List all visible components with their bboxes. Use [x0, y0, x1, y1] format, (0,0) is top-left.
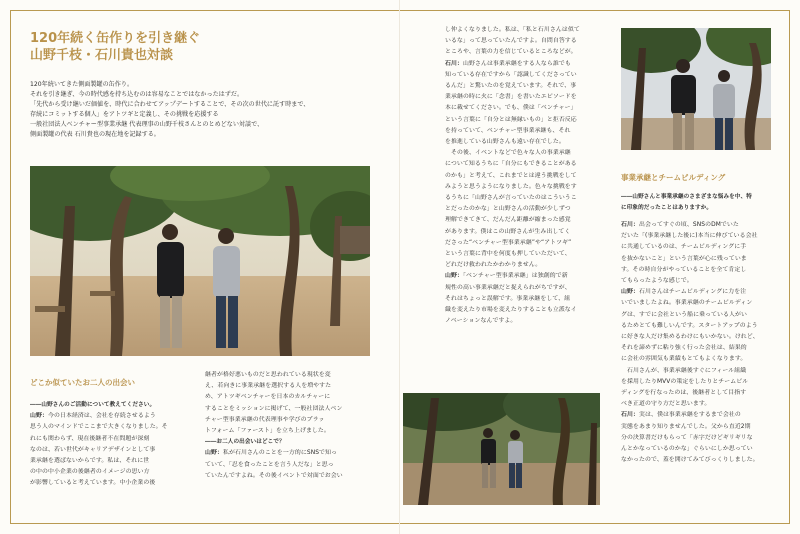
body-line: 理解できてきて、だんだん距離が縮まった感覚 — [445, 217, 571, 224]
speaker-text: 山野さんは事業承継をする人なら誰でも — [462, 60, 571, 67]
main-photo — [30, 166, 370, 356]
body-line: という言葉に「自分とは無縁いもの」と拒否反応 — [445, 116, 577, 123]
speaker-text: 実は、僕は事業承継をするまで会社の — [638, 412, 741, 419]
bottom-photo — [403, 393, 600, 505]
speaker-name: 石川： — [445, 60, 463, 67]
body-line: チャー型事業承継の代表理事や学びのプラッ — [205, 416, 325, 423]
body-line: るんだ」と驚いたのを覚えています。それで、事 — [445, 83, 577, 90]
body-line: ださった“ベンチャー型事業承継”や“アトツギ” — [445, 239, 572, 246]
article-title — [30, 30, 200, 64]
body-line: 知っている存在ですから「認識してくださってい — [445, 71, 577, 78]
title-line-1: 120年続く缶作りを引き継ぐ — [30, 31, 201, 46]
lead-line: それを引き継ぎ、今の時代感を持ち込むのは容易なことではなかったはずだ。 — [30, 91, 244, 98]
body-line: 業承継を選ばないからです。私は、それに世 — [30, 458, 150, 465]
speaker-line — [621, 410, 781, 421]
body-line: え、若向きに事業承継を選択する人を増やすた — [205, 383, 332, 390]
body-line: トフォーム「ファースト」を立ち上げました。 — [205, 428, 330, 435]
body-line: することをミッションに掲げて、一般社団法人ベン — [205, 405, 343, 412]
speaker-text: 今の日本経済は、会社を存続させるよう — [47, 413, 156, 420]
body-line: だいた「(事業承継した後に)本当に伸びている会社 — [621, 233, 758, 240]
question-line: ――お二人の出会いはどこで？ — [205, 439, 285, 446]
lead-line: 「先代から受け継いだ価値を、時代に合わせてアップデートすることで、その次の世代に託す時まで、 — [30, 101, 310, 108]
body-line: ディングを行なったのは、後継者として目指す — [621, 390, 747, 397]
body-line: 分の決算書だけもらって「赤字だけどギリギリな — [621, 434, 753, 441]
body-line: の中の中小企業の後継者のイメージの思い方 — [30, 469, 150, 476]
left-column-1 — [30, 400, 190, 490]
speaker-text: 「ベンチャー型事業承継」は独創的で新 — [462, 273, 568, 280]
body-line: し仲よくなりました。私は、「私と石川さんは似て — [445, 27, 580, 33]
speaker-name: 山野： — [621, 289, 639, 296]
lead-line: 120年続いてきた側面製罐の缶作り。 — [30, 81, 134, 88]
speaker-name: 石川： — [621, 412, 639, 419]
body-line: んとかなっているのかな」ぐらいにしか思ってい — [621, 446, 753, 453]
body-line: それはちょっと誤解です。事業承継をして、組 — [445, 295, 571, 302]
speaker-line — [621, 220, 781, 231]
right-question — [621, 192, 781, 214]
body-line: なかったので、蓋を開けてみてびっくりしました。 — [621, 457, 759, 464]
body-line: ていて、「忍を食ったことを言う人だな」と思っ — [205, 461, 334, 468]
speaker-line — [445, 59, 605, 70]
body-line: その後、イベントなどで色々な人の事業承継 — [445, 150, 571, 157]
body-line: みようと思うようになりました。色々な挑戦をす — [445, 183, 577, 190]
lead-paragraph — [30, 80, 370, 140]
body-line: を採用したりMVVの策定をしたりとチームビル — [621, 378, 749, 385]
question-line: に印象的だったことはありますか。 — [621, 205, 713, 212]
right-column-2 — [621, 220, 781, 466]
body-line: れにも関わらず、現在後継者不在問題が深刻 — [30, 435, 150, 442]
speaker-line — [205, 448, 370, 459]
body-line: てもらったような感じで。 — [621, 278, 693, 285]
body-line: るためとても難しいんです。スタートアップのよう — [621, 322, 758, 329]
section-heading-2: 事業承継とチームビルディング — [621, 173, 726, 182]
body-line: いでいましたよね。事業承継のチームビルディン — [621, 300, 753, 307]
body-line: 織を変えたり市場を変えたりすることも立派なイ — [445, 307, 577, 314]
section-heading: どこか似ていたお二人の出会い — [30, 378, 135, 387]
lead-line: 存続にコミットする個人」をアトツギと定義し、その挑戦を応援する — [30, 111, 219, 118]
body-line: に好きな人だけ集めるわけにもいかない。けれど、 — [621, 334, 759, 341]
body-line: を推進している山野さんも遠い存在でした。 — [445, 139, 565, 146]
body-line: について知るうちに「自分にもできることがある — [445, 161, 577, 168]
speaker-name: 山野： — [205, 450, 223, 457]
body-line: に会社の雰囲気も業績もとてもよくなります。 — [621, 356, 747, 363]
body-line: す。その時自分がやっていることを全て肯定し — [621, 266, 747, 273]
body-line: という言葉に背中を何度も押していただいて、 — [445, 251, 571, 258]
right-column-1 — [445, 25, 605, 327]
body-line: それを諦めずに粘り強く行った会社は、結果的 — [621, 345, 747, 352]
body-line: が影響していると考えています。中小企業の後 — [30, 480, 156, 487]
body-line: ていたんですよね。その後イベントで対面でお会い — [205, 472, 343, 479]
speaker-name: 山野： — [445, 273, 463, 280]
body-line: があります。僕はこの山野さんが生み出してく — [445, 228, 571, 235]
body-line: 思う人のマインドでここまで大きくなりました。そ — [30, 424, 168, 431]
speaker-text: 石川さんはチームビルディングに力を注 — [638, 289, 747, 296]
body-line: 石川さんが、事業承継後すぐにフィール組織 — [621, 367, 747, 374]
body-line: グは、すでに会社という船に乗っている人がい — [621, 311, 747, 318]
question-line: ――山野さんのご活動について教えてください。 — [30, 402, 156, 408]
body-line: 実態をあまり知りませんでした。父から直近2期 — [621, 423, 751, 430]
lead-line: 側面製罐の代表 石川貴也の現在地を記録する。 — [30, 131, 160, 138]
right-page — [400, 0, 800, 534]
body-line: いるな」って思っていたんですよ。自問自答する — [445, 38, 577, 45]
body-line: に共通しているのは、チームビルディングに手 — [621, 244, 747, 251]
body-line: べき正道の守り方だと思います。 — [621, 401, 711, 408]
body-line: を抜かないこと」という言葉が心に残っていま — [621, 255, 747, 262]
speaker-line — [445, 271, 605, 282]
speaker-text: 出会ってすぐの頃、SNSのDMでいた — [638, 222, 739, 228]
body-line: ノベーションなんですよ。 — [445, 318, 517, 325]
body-line: 業承継の時に火に「念書」を書いたエピソードを — [445, 94, 577, 101]
left-column-2 — [205, 370, 370, 482]
question-line: ――山野さんと事業承継のさまざまな悩みを中、特 — [621, 194, 752, 200]
body-line: のかも」と考えて、これまでとは違う挑戦をして — [445, 172, 577, 179]
body-line: ところや、言葉の力を信じているところなどが。 — [445, 49, 577, 56]
body-line: め、アトツギベンチャーを日本のカルチャーに — [205, 394, 331, 401]
body-line: 本に載せてください。でも、僕は「ベンチャー」 — [445, 105, 577, 112]
speaker-line — [621, 287, 781, 298]
speaker-name: 山野： — [30, 413, 48, 420]
title-line-2: 山野千枝・石川貴也対談 — [30, 48, 174, 63]
speaker-text: 私が石川さんのことを一方的にSNSで知っ — [222, 450, 338, 457]
top-right-photo — [621, 28, 771, 150]
body-line: 継者が格好悪いものだと思われている現状を変 — [205, 372, 331, 378]
body-line: 規性の高い事業承継だと捉えられがちですが、 — [445, 284, 571, 291]
speaker-name: 石川： — [621, 222, 639, 228]
body-line: なのは、若い世代がキャリアデザインとして事 — [30, 446, 156, 453]
body-line: るうちに「山野さんが言っていたのはこういうこ — [445, 195, 577, 202]
speaker-line — [30, 411, 190, 422]
body-line: を持っていて、ベンチャー型事業承継も、それ — [445, 127, 571, 134]
body-line: どれだけ救われたかわかりません。 — [445, 262, 542, 269]
body-line: とだったのかな」と山野さんの活動が少しずつ — [445, 206, 571, 213]
lead-line: 一般社団法人ベンチャー型事業承継 代表理事の山野千枝さんとのとめどない対談で、 — [30, 121, 264, 128]
